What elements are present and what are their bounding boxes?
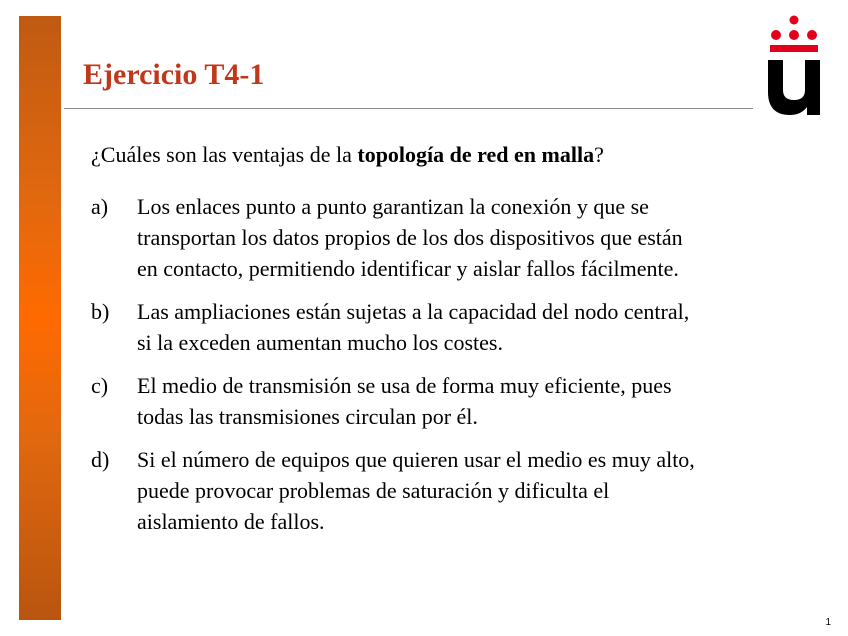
logo-dot-top <box>790 16 799 25</box>
title-divider <box>64 108 753 109</box>
option-a-letter: a) <box>91 194 109 219</box>
logo-dot-center <box>789 30 799 40</box>
logo-dot-right <box>807 30 817 40</box>
logo-bar <box>770 45 818 52</box>
answer-options-list <box>91 191 811 549</box>
question-prefix: ¿Cuáles son las ventajas de la <box>91 142 358 167</box>
option-c-letter: c) <box>91 373 109 398</box>
option-a-line-1: Los enlaces punto a punto garantizan la conexión y que se <box>137 194 649 219</box>
option-b-line-1: Las ampliaciones están sujetas a la capacidad del nodo central, <box>137 299 690 324</box>
side-accent-bar <box>19 16 61 620</box>
option-a-line-2: transportan los datos propios de los dos dispositivos que están <box>137 225 683 250</box>
option-d <box>91 444 811 537</box>
option-a-text <box>137 191 811 284</box>
option-b <box>91 296 811 358</box>
option-c-line-2: todas las transmisiones circulan por él. <box>137 404 478 429</box>
option-a-line-3: en contacto, permitiendo identificar y aislar fallos fácilmente. <box>137 256 679 281</box>
option-b-text <box>137 296 811 358</box>
option-d-text <box>137 444 811 537</box>
option-b-line-2: si la exceden aumentan mucho los costes. <box>137 330 503 355</box>
option-d-letter: d) <box>91 447 110 472</box>
page-number: 1 <box>825 617 831 628</box>
logo-u-shape <box>768 60 820 115</box>
option-a <box>91 191 811 284</box>
logo-dot-left <box>771 30 781 40</box>
option-c <box>91 370 811 432</box>
option-d-line-1: Si el número de equipos que quieren usar el medio es muy alto, <box>137 447 695 472</box>
question-text <box>91 140 604 170</box>
question-suffix: ? <box>594 142 604 167</box>
option-b-letter: b) <box>91 299 110 324</box>
slide-title: Ejercicio T4-1 <box>83 58 265 91</box>
option-c-line-1: El medio de transmisión se usa de forma muy eficiente, pues <box>137 373 672 398</box>
university-logo-icon <box>766 14 822 116</box>
option-c-text <box>137 370 811 432</box>
option-d-line-3: aislamiento de fallos. <box>137 509 325 534</box>
option-d-line-2: puede provocar problemas de saturación y dificulta el <box>137 478 610 503</box>
question-emphasis: topología de red en malla <box>357 142 595 167</box>
